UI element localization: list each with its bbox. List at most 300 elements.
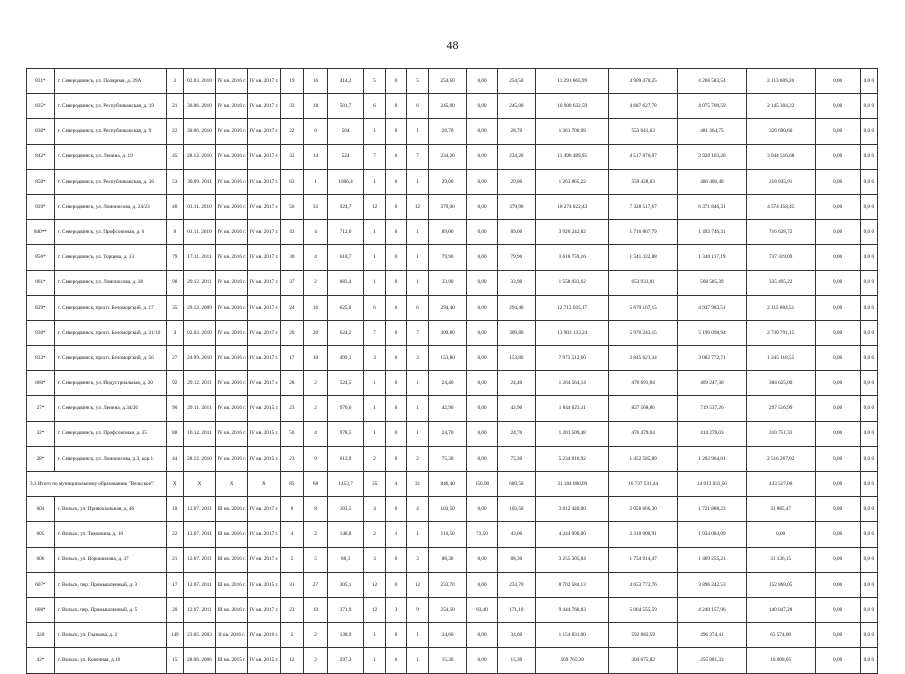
table-cell: 1 [364,220,385,245]
table-cell: 3 812 440,00 [536,497,609,522]
table-cell: 32* [27,421,55,446]
table-cell: 138,9 [327,623,364,648]
table-cell: 0 [385,94,406,119]
table-cell: II кв. 2016 г. [216,623,248,648]
table-cell: 1 934 084,09 [678,522,747,547]
table-cell: 27 [166,346,183,371]
table-cell: 10 008,05 [746,648,815,673]
table-cell: 840** [27,220,55,245]
table-cell: 29,00 [497,169,536,194]
table-cell: 433 517,00 [746,472,815,497]
table-cell: 14 [304,144,328,169]
table-cell: 42,90 [428,396,467,421]
table-cell: 2 056 666,30 [609,497,678,522]
table-cell: 30.09. 2011 [183,169,215,194]
table-cell: 35 [364,472,385,497]
table-row [27,572,878,597]
table-cell: 28* [27,446,55,471]
table-cell: 1 469 255,21 [678,547,747,572]
table-cell: 4 [166,320,183,345]
table-cell: 1 [407,648,428,673]
table-cell: 0,00 [815,472,860,497]
table-cell: 829* [27,295,55,320]
table-total-row [27,472,878,497]
table-cell: 4 909 470,25 [609,69,678,94]
table-cell: 22 [280,119,304,144]
table-cell: 0,00 [815,446,860,471]
table-cell: 4 574 458,45 [746,194,815,219]
table-cell: 1 340 117,19 [678,245,747,270]
table-cell: 29.12. 2011 [183,270,215,295]
table-cell: г. Северодвинск, ул. Индустриальная, д. 20 [54,371,166,396]
table-cell: 2 [364,522,385,547]
table-cell: 569 765,20 [536,648,609,673]
table-cell: 0 [385,144,406,169]
table-cell: г. Северодвинск, ул. Профсоюзная, д. 6 [54,220,166,245]
table-cell: 1 541 322,88 [609,245,678,270]
table-cell: 234,20 [497,144,536,169]
table-cell: г. Северодвинск, ул. Республиканская, д. 36 [54,169,166,194]
table-cell: 0,0 0 [860,346,877,371]
table-cell: 5 679 167,15 [609,295,678,320]
table-cell: 0,0 0 [860,270,877,295]
table-cell: 1 [364,623,385,648]
table-cell: 24,40 [497,371,536,396]
table-cell: 831* [27,69,55,94]
table-cell: 7 328 517,67 [609,194,678,219]
table-cell: 63 [280,169,304,194]
table-cell: 1 [304,169,328,194]
table-cell: 304 675,82 [609,648,678,673]
table-cell: 01.11. 2010 [183,220,215,245]
table-cell: 524,5 [327,371,364,396]
table-cell: 2 115 884,51 [746,295,815,320]
table-cell: 12 712 035,17 [536,295,609,320]
table-cell: 8 [280,497,304,522]
table-cell: IV кв. 2016 г. [216,94,248,119]
table-cell: 0,00 [467,69,497,94]
table-cell: 4 075 700,59 [678,94,747,119]
table-cell: 0,00 [467,94,497,119]
table-cell: 1 [364,648,385,673]
table-cell: 0,0 0 [860,648,877,673]
table-cell: 79 [166,245,183,270]
table-cell: 414,2 [327,69,364,94]
table-cell: 606 [27,547,55,572]
table-cell: 2 [304,648,328,673]
table-cell: 89,00 [428,220,467,245]
table-cell: 103,50 [497,497,536,522]
table-cell: 1 [364,396,385,421]
table-cell: 3 [385,597,406,622]
table-cell: 3 926 242,82 [536,220,609,245]
table-cell: 0,00 [467,572,497,597]
table-cell: 152 868,05 [746,572,815,597]
table-cell: III кв. 2015 г. [216,648,248,673]
table-cell: 2 [364,446,385,471]
table-cell: 43,00 [497,522,536,547]
table-cell: 294,40 [497,295,536,320]
table-cell: г. Северодвинск, ул. Ломоносова, д. 38 [54,270,166,295]
table-cell: 1 [407,169,428,194]
table-cell: 2 516 267,02 [746,446,815,471]
table-cell: 42,90 [497,396,536,421]
table-cell: 0,00 [467,346,497,371]
table-row [27,69,878,94]
table-cell: 719 537,26 [678,396,747,421]
table-cell: 0 [385,194,406,219]
table-cell: 88,30 [428,547,467,572]
table-cell: IV кв. 2016 г. [248,623,280,648]
table-cell: 0,00 [467,270,497,295]
table-cell: IV кв. 2017 г. [248,497,280,522]
table-cell: г. Северодвинск, ул. Полярная, д. 29А [54,69,166,94]
table-cell: 653 933,81 [609,270,678,295]
table-cell: 24 [280,295,304,320]
table-cell: 153,80 [497,346,536,371]
table-cell: 1 492 746,31 [678,220,747,245]
table-cell: 5 976 243,15 [609,320,678,345]
table-cell: IV кв. 2016 г. [216,421,248,446]
table-cell: 0 [385,270,406,295]
table-cell: 0,00 [815,295,860,320]
table-cell: 29,00 [428,169,467,194]
table-cell: 79,90 [497,245,536,270]
table-cell: 4 240 157,96 [678,597,747,622]
table-cell: 6 [364,94,385,119]
table-cell: 19 [280,69,304,94]
table-cell: 33 [280,94,304,119]
table-cell: 245,00 [497,94,536,119]
table-cell: 6 371 846,31 [678,194,747,219]
table-cell: 23 [280,597,304,622]
table-cell: 5 064 555,59 [609,597,678,622]
table-cell: 0 [385,623,406,648]
table-cell: 2 113 609,20 [746,69,815,94]
table-cell: 12.07. 2011 [183,572,215,597]
table-cell: 716 628,72 [746,220,815,245]
table-cell: 4 [304,245,328,270]
table-cell: 1 [407,396,428,421]
table-cell: 0,00 [467,497,497,522]
table-cell: 245,00 [428,94,467,119]
table-cell: 43* [27,648,55,673]
table-row [27,547,878,572]
table-row [27,522,878,547]
table-row [27,245,878,270]
table-cell: 233,70 [497,572,536,597]
table-cell: 379,90 [428,194,467,219]
table-cell: 0,00 [815,169,860,194]
table-cell: 5 196 098,94 [678,320,747,345]
table-cell: 0,00 [815,396,860,421]
table-cell: 3 044 516,68 [746,144,815,169]
table-cell: IV кв. 2017 г. [248,144,280,169]
table-cell: 605 [27,522,55,547]
table-cell: 16.12. 2011 [183,421,215,446]
table-cell: 850* [27,169,55,194]
table-cell: 18 [304,94,328,119]
table-cell: 73,50 [467,522,497,547]
table-cell: 839* [27,194,55,219]
table-cell: г. Северодвинск, ул. Ленина, д.34/26 [54,396,166,421]
table-cell: 1 345 118,55 [746,346,815,371]
table-cell: 21 [166,94,183,119]
table-cell: 3 [364,547,385,572]
table-cell: 613,9 [327,446,364,471]
table-cell: 79,90 [428,245,467,270]
table-cell: 504 [327,119,364,144]
table-cell: 01.11. 2010 [183,194,215,219]
table-cell: 6 [304,119,328,144]
table-cell: 0,00 [467,371,497,396]
table-cell: 0,0 0 [860,623,877,648]
table-cell: 0,00 [467,648,497,673]
table-cell: 297 516,99 [746,396,815,421]
table-cell: 0 [385,346,406,371]
table-cell: 0,0 0 [860,94,877,119]
table-cell: г. Северодвинск, ул. Торцева, д. 13 [54,245,166,270]
table-cell: 0,0 0 [860,547,877,572]
table-cell: 0,00 [815,572,860,597]
table-cell: 4 937 983,51 [678,295,747,320]
table-cell: 486 400,48 [678,169,747,194]
table-cell: X [166,472,183,497]
table-cell: 28,70 [497,119,536,144]
table-cell: г. Вельск, пер. Промышленный, д. 5 [54,597,166,622]
table-cell: 17.11. 2011 [183,245,215,270]
table-cell: 3 [407,346,428,371]
table-cell: IV кв. 2016 г. [216,446,248,471]
table-cell: 255 081,33 [678,648,747,673]
table-cell: 409 247,30 [678,371,747,396]
table-cell: г. Вельск, ул. Глазкова, д. 2 [54,623,166,648]
table-cell: 88,3 [327,547,364,572]
table-cell: 310 751,33 [746,421,815,446]
table-cell: 5 [407,69,428,94]
table-cell: 1 [364,245,385,270]
table-cell: 24,70 [428,421,467,446]
table-cell: 1 201 509,48 [536,421,609,446]
table-cell: г. Вельск, ул. Конечная, д.16 [54,648,166,673]
table-cell: 1 263 865,22 [536,169,609,194]
table-cell: 35 [166,295,183,320]
table-cell: 842* [27,144,55,169]
table-row [27,648,878,673]
table-row [27,497,878,522]
table-cell: 0 [385,295,406,320]
table-cell: 0,00 [815,346,860,371]
table-cell: 7 [407,320,428,345]
table-cell: 8 702 584,13 [536,572,609,597]
table-row [27,597,878,622]
table-cell: 481 364,75 [678,119,747,144]
table-cell: 0,00 [467,446,497,471]
table-cell: 13 903 133,24 [536,320,609,345]
table-cell: III кв. 2016 г. [216,572,248,597]
table-cell: 0 [385,572,406,597]
table-cell: 4 687 627,78 [609,94,678,119]
table-cell: 33 885,47 [746,497,815,522]
table-cell: 0,00 [467,220,497,245]
table-row [27,371,878,396]
table-cell: 140 047,28 [746,597,815,622]
table-cell: 833* [27,346,55,371]
table-cell: 0,0 0 [860,245,877,270]
table-cell: 28,70 [428,119,467,144]
table-cell: 0 [385,421,406,446]
table-cell: 33,90 [497,270,536,295]
table-cell: IV кв. 2017 г. [248,69,280,94]
table-cell: 10 908 632,59 [536,94,609,119]
table-cell: 116,50 [428,522,467,547]
table-cell: 90 [166,396,183,421]
table-cell: 0,0 0 [860,497,877,522]
table-cell: 0,00 [467,623,497,648]
table-cell: 414 279,03 [678,421,747,446]
table-cell: IV кв. 2016 г. [216,270,248,295]
table-cell: 65 574,00 [746,623,815,648]
table-cell: 827 568,86 [609,396,678,421]
table-cell: 553 641,63 [609,119,678,144]
table-cell: 476 479,04 [609,421,678,446]
table-cell: 0,00 [467,421,497,446]
table-cell: IV кв. 2017 г. [248,94,280,119]
table-cell: г. Северодвинск, ул. Ломоносова, д.3, кор.1 [54,446,166,471]
table-cell: 320 [27,623,55,648]
table-cell: 1 154 831,00 [536,623,609,648]
table-cell: 0 [385,547,406,572]
table-cell: 496 374,41 [678,623,747,648]
table-cell: 1 [407,220,428,245]
table-cell: IV кв. 2015 г. [248,396,280,421]
table-cell: III кв. 2016 г. [216,522,248,547]
table-cell: 1 754 914,47 [609,547,678,572]
table-cell: 24.09. 2010 [183,346,215,371]
table-cell: г. Северодвинск, просп. Беломорский, д. 17 [54,295,166,320]
table-cell: 0,0 0 [860,69,877,94]
table-cell: г. Вельск, ул. Ворошилова, д. 37 [54,547,166,572]
table-cell: 0 [385,220,406,245]
table-cell: 23 [280,446,304,471]
table-cell: 68 [304,472,328,497]
table-cell: 2 [304,522,328,547]
table-cell: 3 618 759,16 [536,245,609,270]
table-cell: IV кв. 2017 г. [248,295,280,320]
table-cell: 5 [280,547,304,572]
table-cell: 37 [280,270,304,295]
table-cell: 0,0 0 [860,220,877,245]
table-cell: 856* [27,245,55,270]
table-cell: IV кв. 2017 г. [248,597,280,622]
table-cell: 22 [166,119,183,144]
table-cell: 0,00 [815,245,860,270]
table-cell: 1 716 867,79 [609,220,678,245]
table-cell: 0 [385,497,406,522]
table-cell: 30.06. 2010 [183,94,215,119]
table-cell: 254,50 [428,597,467,622]
table-cell: г. Северодвинск, ул. Ленина, д. 19 [54,144,166,169]
table-cell: 610,7 [327,245,364,270]
table-cell: 4 517 870,07 [609,144,678,169]
table-row [27,623,878,648]
table-cell: IV кв. 2016 г. [216,320,248,345]
table-cell: 1 [407,245,428,270]
table-cell: 43 [280,220,304,245]
table-cell: 5 [364,69,385,94]
table-cell: 0,00 [815,220,860,245]
table-cell: IV кв. 2017 г. [248,371,280,396]
table-cell: 1 [364,119,385,144]
table-row [27,295,878,320]
table-cell: 294,40 [428,295,467,320]
table-cell: IV кв. 2015 г. [248,421,280,446]
table-cell: 12 [407,572,428,597]
table-cell: 7 973 512,60 [536,346,609,371]
table-cell: 17 [280,346,304,371]
table-cell: 0,00 [815,144,860,169]
table-cell: IV кв. 2017 г. [248,320,280,345]
table-cell: IV кв. 2016 г. [216,220,248,245]
page-number: 48 [446,38,459,52]
table-cell: 0,00 [467,547,497,572]
table-cell: 0,0 0 [860,295,877,320]
table-cell: 6 [407,94,428,119]
table-cell: 8 [166,220,183,245]
table-cell: 29.11. 2011 [183,396,215,421]
table-cell: 12 [364,597,385,622]
table-cell: г. Северодвинск, ул. Республиканская, д. 19 [54,94,166,119]
table-cell: 1 [407,119,428,144]
table-cell: 2 730 791,15 [746,320,815,345]
table-cell: 218 035,91 [746,169,815,194]
table-cell: IV кв. 2017 г. [248,522,280,547]
table-cell: 4 244 090,00 [536,522,609,547]
table-cell: 88 [166,421,183,446]
table-cell: III кв. 2016 г. [216,497,248,522]
table-cell: 9 [407,597,428,622]
table-cell: г. Вельск, ул. Привокзальная, д. 46 [54,497,166,522]
table-cell: 924,7 [327,194,364,219]
table-cell: 7 [364,320,385,345]
table-cell: 860* [27,371,55,396]
table-cell: 1 452 585,89 [609,446,678,471]
table-cell: IV кв. 2016 г. [216,69,248,94]
table-cell: 0,00 [815,371,860,396]
table-cell: 0,0 0 [860,194,877,219]
table-cell: 149 [166,623,183,648]
table-cell: 11 291 665,99 [536,69,609,94]
table-cell: 335 495,22 [746,270,815,295]
table-cell: г. Северодвинск, ул. Профсоюзная, д. 35 [54,421,166,446]
table-cell: 254,50 [497,69,536,94]
table-cell: 1 [407,371,428,396]
table-cell: 604 [27,497,55,522]
table-cell: 1 844 623,11 [536,396,609,421]
table-row [27,446,878,471]
table-cell: IV кв. 2016 г. [216,169,248,194]
table-row [27,119,878,144]
table-cell: 15,30 [497,648,536,673]
table-cell: 0,00 [815,522,860,547]
table-cell: 1 [364,270,385,295]
table-cell: IV кв. 2017 г. [248,346,280,371]
table-cell: 6 [407,295,428,320]
table-cell: 89,00 [497,220,536,245]
table-cell: IV кв. 2016 г. [216,144,248,169]
table-cell: IV кв. 2016 г. [216,346,248,371]
table-cell: 23 [280,396,304,421]
